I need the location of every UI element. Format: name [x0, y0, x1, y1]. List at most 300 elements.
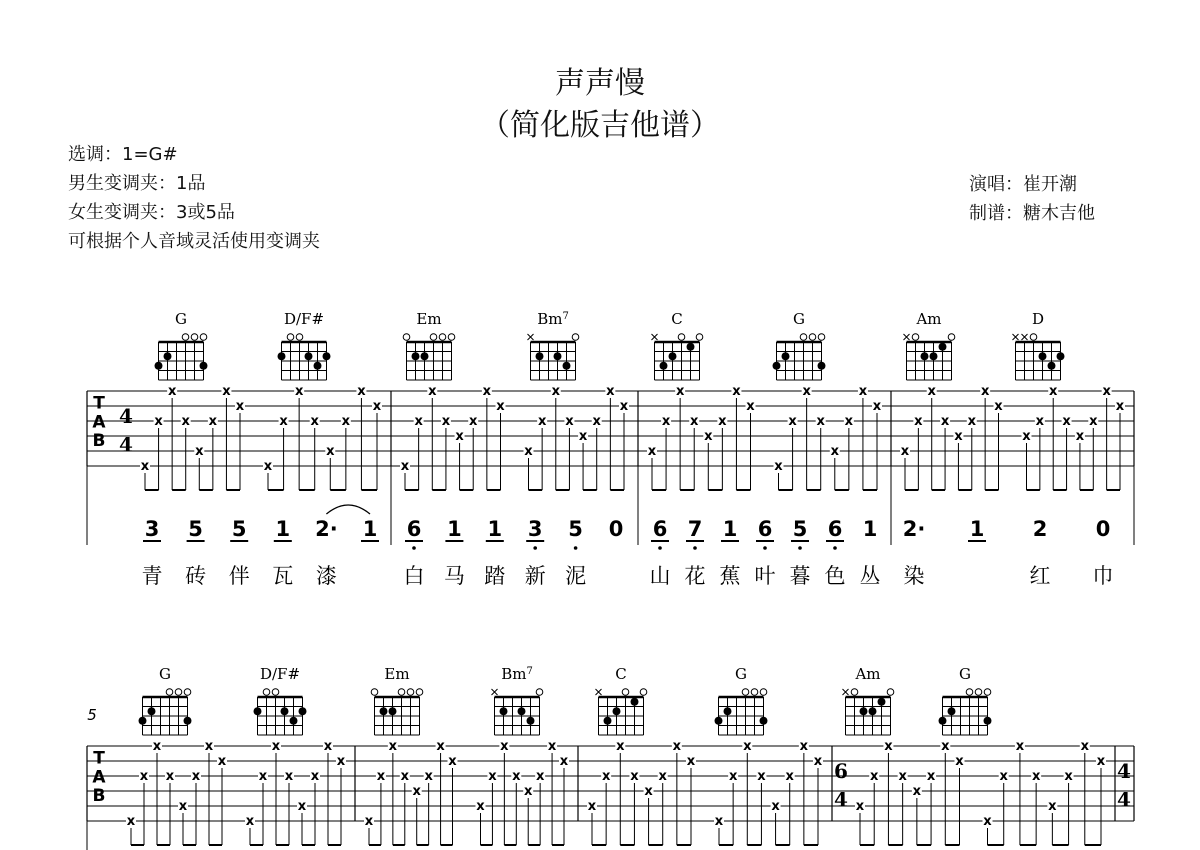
open-string-marker: [407, 689, 414, 696]
finger-dot: [305, 352, 313, 360]
chord-diagram-em: [371, 665, 423, 735]
open-string-marker: [751, 689, 758, 696]
finger-dot: [930, 352, 938, 360]
tab-note: x: [718, 414, 727, 429]
tab-note: x: [746, 399, 755, 414]
chord-diagram-d: [1013, 310, 1065, 380]
chord-name: D/F#: [283, 310, 325, 328]
tab-note: x: [178, 799, 188, 814]
open-string-marker: [439, 334, 446, 341]
finger-dot: [631, 698, 639, 706]
tab-note: x: [661, 414, 671, 429]
tab-note: x: [884, 739, 893, 754]
time-signature-bottom: 4: [119, 432, 133, 457]
tab-note: x: [271, 739, 281, 754]
open-string-marker: [818, 334, 825, 341]
chord-name: G: [793, 310, 805, 328]
finger-dot: [1048, 362, 1056, 370]
tab-note: x: [714, 814, 724, 829]
arranger-label: 制谱：糖木吉他: [969, 203, 1095, 224]
tab-note: x: [941, 739, 950, 754]
chord-name: D: [1031, 310, 1045, 328]
lyric-char: 砖: [185, 564, 207, 588]
open-string-marker: [984, 689, 991, 696]
jianpu-dot-below: [658, 546, 662, 550]
lyric-char: 色: [824, 564, 846, 588]
tab-clef-letter: T: [93, 748, 105, 769]
jianpu-note: 0: [608, 517, 624, 541]
tab-note: x: [341, 414, 351, 429]
tab-note: x: [757, 769, 766, 784]
tab-note: x: [587, 799, 597, 814]
jianpu-dot-below: [693, 546, 697, 550]
tab-note: x: [926, 769, 936, 784]
time-signature-bottom: 4: [1117, 787, 1131, 812]
finger-dot: [380, 707, 388, 715]
tab-note: x: [469, 414, 478, 429]
muted-string-marker: [1022, 334, 1028, 340]
open-string-marker: [851, 689, 858, 696]
time-signature-bottom: 4: [834, 787, 848, 812]
jianpu-note: 6: [757, 517, 773, 541]
tab-note: x: [294, 384, 304, 399]
tab-note: x: [983, 814, 992, 829]
finger-dot: [389, 707, 397, 715]
tab-staff: [87, 384, 1134, 490]
tab-note: x: [181, 414, 190, 429]
key-label: 选调：1=G#: [68, 144, 178, 165]
tab-note: x: [954, 429, 963, 444]
open-string-marker: [200, 334, 207, 341]
finger-dot: [860, 707, 868, 715]
chord-diagram-g: [139, 665, 192, 735]
muted-string-marker: [904, 334, 910, 340]
finger-dot: [281, 707, 289, 715]
lyric-char: 花: [684, 564, 706, 588]
open-string-marker: [184, 689, 191, 696]
jianpu-note: 5: [188, 517, 203, 541]
lyric-char: 马: [443, 564, 465, 588]
chord-name: C: [671, 310, 683, 328]
chord-diagram-c: [596, 665, 647, 735]
tab-note: x: [1035, 414, 1045, 429]
open-string-marker: [912, 334, 919, 341]
jianpu-note: 7: [687, 517, 703, 541]
muted-string-marker: [528, 334, 534, 340]
open-string-marker: [572, 334, 579, 341]
jianpu-tie: [326, 505, 370, 514]
jianpu-dot-below: [798, 546, 802, 550]
tab-note: x: [139, 769, 149, 784]
tab-note: x: [999, 769, 1008, 784]
finger-dot: [818, 362, 826, 370]
lyric-char: 白: [403, 564, 425, 588]
chord-name: G: [175, 310, 187, 328]
finger-dot: [782, 352, 790, 360]
jianpu-note: 1: [862, 517, 878, 541]
tab-staff: [87, 739, 1134, 845]
chord-diagram-bm7: [528, 310, 579, 380]
tab-note: x: [235, 399, 245, 414]
finger-dot: [278, 352, 286, 360]
open-string-marker: [296, 334, 303, 341]
jianpu-note: 6: [827, 517, 843, 541]
muted-string-marker: [652, 334, 658, 340]
tab-note: x: [672, 739, 682, 754]
chord-diagram-em: [403, 310, 455, 380]
finger-dot: [412, 352, 420, 360]
finger-dot: [184, 717, 192, 725]
tab-note: x: [802, 384, 811, 399]
tab-note: x: [372, 399, 382, 414]
tab-note: x: [980, 384, 990, 399]
tab-note: x: [785, 769, 794, 784]
tab-note: x: [208, 414, 218, 429]
jianpu-note: 5: [792, 517, 808, 541]
finger-dot: [1057, 352, 1065, 360]
tab-note: x: [412, 784, 421, 799]
tab-note: x: [428, 384, 437, 399]
jianpu-note: 2: [1032, 517, 1048, 541]
chord-name: D/F#: [259, 665, 301, 683]
tab-note: x: [1015, 739, 1025, 754]
tab-note: x: [326, 444, 335, 459]
open-string-marker: [742, 689, 749, 696]
finger-dot: [773, 362, 781, 370]
tab-note: x: [675, 384, 685, 399]
tab-note: x: [482, 384, 492, 399]
open-string-marker: [696, 334, 703, 341]
chord-diagram-am: [843, 665, 894, 735]
jianpu-note: 2·: [315, 517, 338, 541]
song-title: 声声慢: [555, 66, 645, 101]
finger-dot: [421, 352, 429, 360]
tab-note: x: [1062, 414, 1071, 429]
tab-note: x: [152, 739, 162, 754]
tab-note: x: [140, 459, 150, 474]
chord-diagram-g: [155, 310, 208, 380]
tab-note: x: [336, 754, 346, 769]
finger-dot: [500, 707, 508, 715]
tab-clef-letter: T: [93, 393, 105, 414]
open-string-marker: [398, 689, 405, 696]
tab-note: x: [191, 769, 201, 784]
tab-note: x: [551, 384, 560, 399]
jianpu-note: 1: [362, 517, 378, 541]
tab-note: x: [872, 399, 882, 414]
tab-note: x: [644, 784, 653, 799]
tab-note: x: [310, 414, 319, 429]
tab-note: x: [1022, 429, 1031, 444]
tab-note: x: [535, 769, 545, 784]
tab-note: x: [704, 429, 713, 444]
tab-note: x: [154, 414, 163, 429]
tab-note: x: [914, 414, 923, 429]
finger-dot: [148, 707, 156, 715]
tab-note: x: [436, 739, 445, 754]
tab-note: x: [771, 799, 780, 814]
lyric-char: 伴: [228, 564, 250, 588]
open-string-marker: [287, 334, 294, 341]
open-string-marker: [887, 689, 894, 696]
tab-note: x: [870, 769, 879, 784]
tab-note: x: [279, 414, 288, 429]
lyric-char: 新: [524, 564, 546, 588]
finger-dot: [314, 362, 322, 370]
tab-note: x: [898, 769, 907, 784]
finger-dot: [155, 362, 163, 370]
tab-note: x: [323, 739, 333, 754]
finger-dot: [563, 362, 571, 370]
finger-dot: [323, 352, 331, 360]
finger-dot: [939, 343, 947, 351]
jianpu-note: 1: [487, 517, 503, 541]
finger-dot: [869, 707, 877, 715]
chord-diagram-c: [652, 310, 703, 380]
tab-note: x: [357, 384, 366, 399]
tab-note: x: [547, 739, 557, 754]
chord-name: Em: [416, 310, 442, 328]
finger-dot: [613, 707, 621, 715]
lyric-char: 叶: [754, 564, 776, 588]
finger-dot: [715, 717, 723, 725]
finger-dot: [139, 717, 147, 725]
finger-dot: [724, 707, 732, 715]
open-string-marker: [182, 334, 189, 341]
jianpu-note: 0: [1095, 517, 1111, 541]
tab-note: x: [476, 799, 485, 814]
tab-note: x: [686, 754, 696, 769]
finger-dot: [984, 717, 992, 725]
chord-name: Am: [855, 665, 881, 683]
open-string-marker: [263, 689, 270, 696]
male-capo-label: 男生变调夹：1品: [68, 173, 206, 194]
lyric-char: 巾: [1092, 564, 1114, 588]
tab-note: x: [1102, 384, 1111, 399]
tab-note: x: [658, 769, 667, 784]
measure-number: 5: [87, 706, 97, 724]
tab-note: x: [855, 799, 865, 814]
tab-note: x: [813, 754, 823, 769]
chord-name: G: [735, 665, 747, 683]
tab-note: x: [1064, 769, 1073, 784]
tab-note: x: [400, 459, 410, 474]
tab-note: x: [601, 769, 611, 784]
finger-dot: [604, 717, 612, 725]
tab-note: x: [774, 459, 783, 474]
tab-note: x: [994, 399, 1003, 414]
open-string-marker: [678, 334, 685, 341]
tab-note: x: [816, 414, 825, 429]
chord-diagram-bm7: [492, 665, 543, 735]
tab-note: x: [616, 739, 625, 754]
muted-string-marker: [843, 689, 849, 695]
open-string-marker: [403, 334, 410, 341]
muted-string-marker: [596, 689, 602, 695]
tab-clef-letter: B: [92, 786, 106, 806]
tab-note: x: [690, 414, 699, 429]
jianpu-measure: [650, 517, 881, 588]
jianpu-dot-below: [533, 546, 537, 550]
open-string-marker: [1030, 334, 1037, 341]
tab-note: x: [927, 384, 936, 399]
finger-dot: [164, 352, 172, 360]
tab-note: x: [565, 414, 574, 429]
tab-note: x: [524, 444, 533, 459]
finger-dot: [254, 707, 262, 715]
tab-note: x: [799, 739, 809, 754]
finger-dot: [760, 717, 768, 725]
tab-note: x: [1115, 399, 1125, 414]
tab-note: x: [424, 769, 433, 784]
lyric-char: 丛: [859, 564, 881, 588]
tab-note: x: [448, 754, 457, 769]
tab-note: x: [310, 769, 320, 784]
tab-note: x: [126, 814, 136, 829]
chord-diagram-am: [904, 310, 955, 380]
tab-note: x: [900, 444, 910, 459]
lyric-char: 踏: [484, 564, 506, 588]
jianpu-measure: [404, 517, 624, 588]
open-string-marker: [416, 689, 423, 696]
lyric-char: 山: [649, 564, 671, 588]
time-signature-top: 4: [1117, 759, 1131, 783]
jianpu-note: 1: [969, 517, 985, 541]
jianpu-note: 5: [568, 517, 583, 541]
open-string-marker: [966, 689, 973, 696]
finger-dot: [948, 707, 956, 715]
chord-name: Bm$^7$: [501, 665, 533, 683]
finger-dot: [527, 717, 535, 725]
tab-note: x: [258, 769, 268, 784]
chord-name: G: [959, 665, 971, 683]
open-string-marker: [371, 689, 378, 696]
tab-note: x: [559, 754, 569, 769]
tab-note: x: [728, 769, 738, 784]
jianpu-note: 1: [722, 517, 738, 541]
tab-note: x: [217, 754, 227, 769]
tab-note: x: [414, 414, 423, 429]
chord-name: C: [615, 665, 627, 683]
finger-dot: [939, 717, 947, 725]
jianpu-note: 5: [231, 517, 247, 541]
open-string-marker: [760, 689, 767, 696]
finger-dot: [669, 352, 677, 360]
tab-note: x: [165, 769, 175, 784]
finger-dot: [290, 717, 298, 725]
tab-note: x: [967, 414, 976, 429]
tab-note: x: [537, 414, 547, 429]
open-string-marker: [166, 689, 173, 696]
tab-note: x: [830, 444, 839, 459]
tab-note: x: [388, 739, 398, 754]
tab-note: x: [619, 399, 629, 414]
finger-dot: [299, 707, 307, 715]
jianpu-dot-below: [412, 546, 416, 550]
jianpu-dot-below: [763, 546, 767, 550]
lyric-char: 红: [1029, 564, 1051, 588]
tab-note: x: [1075, 429, 1085, 444]
tab-note: x: [512, 769, 521, 784]
jianpu-note: 6: [406, 517, 422, 541]
open-string-marker: [948, 334, 955, 341]
jianpu-note: 3: [144, 517, 160, 541]
open-string-marker: [975, 689, 982, 696]
tab-note: x: [630, 769, 639, 784]
lyric-char: 青: [141, 564, 163, 588]
tab-note: x: [488, 769, 497, 784]
tab-note: x: [167, 384, 177, 399]
tab-note: x: [364, 814, 374, 829]
chord-name: Bm$^7$: [537, 310, 569, 328]
tab-note: x: [1089, 414, 1098, 429]
tab-note: x: [195, 444, 204, 459]
lyric-char: 染: [903, 564, 925, 588]
tab-note: x: [647, 444, 657, 459]
open-string-marker: [640, 689, 647, 696]
tab-note: x: [1049, 384, 1058, 399]
tab-note: x: [222, 384, 231, 399]
tab-note: x: [1031, 769, 1041, 784]
jianpu-note: 2·: [902, 517, 926, 541]
tab-clef-letter: A: [92, 412, 106, 433]
finger-dot: [660, 362, 668, 370]
tab-note: x: [400, 769, 409, 784]
tab-note: x: [524, 784, 533, 799]
tab-note: x: [496, 399, 505, 414]
tab-note: x: [955, 754, 964, 769]
chord-diagram-d-f#: [254, 665, 307, 735]
jianpu-measure: [142, 505, 380, 588]
chord-name: Em: [384, 665, 410, 683]
finger-dot: [518, 707, 526, 715]
lyric-char: 暮: [789, 564, 811, 588]
singer-label: 演唱：崔开潮: [969, 174, 1077, 195]
tab-note: x: [592, 414, 601, 429]
open-string-marker: [809, 334, 816, 341]
jianpu-dot-below: [574, 546, 578, 550]
muted-string-marker: [492, 689, 498, 695]
jianpu-note: 1: [447, 517, 462, 541]
finger-dot: [536, 352, 544, 360]
open-string-marker: [622, 689, 629, 696]
jianpu-note: 6: [652, 517, 668, 541]
jianpu-note: 1: [275, 517, 291, 541]
chord-diagram-d-f#: [278, 310, 331, 380]
tab-note: x: [297, 799, 307, 814]
lyric-char: 瓦: [272, 564, 294, 588]
chord-name: Am: [916, 310, 942, 328]
tab-note: x: [788, 414, 797, 429]
tab-note: x: [940, 414, 950, 429]
tab-note: x: [263, 459, 273, 474]
finger-dot: [200, 362, 208, 370]
tab-note: x: [858, 384, 868, 399]
tab-note: x: [1096, 754, 1106, 769]
open-string-marker: [191, 334, 198, 341]
tab-note: x: [844, 414, 854, 429]
open-string-marker: [800, 334, 807, 341]
chord-diagram-g: [939, 665, 992, 735]
female-capo-label: 女生变调夹：3或5品: [68, 202, 235, 223]
tab-clef-letter: A: [92, 767, 106, 788]
time-signature-top: 6: [834, 759, 848, 783]
tab-note: x: [743, 739, 752, 754]
tab-clef-letter: B: [92, 431, 106, 451]
jianpu-measure: [903, 517, 1114, 588]
tab-note: x: [455, 429, 464, 444]
jianpu-note: 3: [527, 517, 543, 541]
